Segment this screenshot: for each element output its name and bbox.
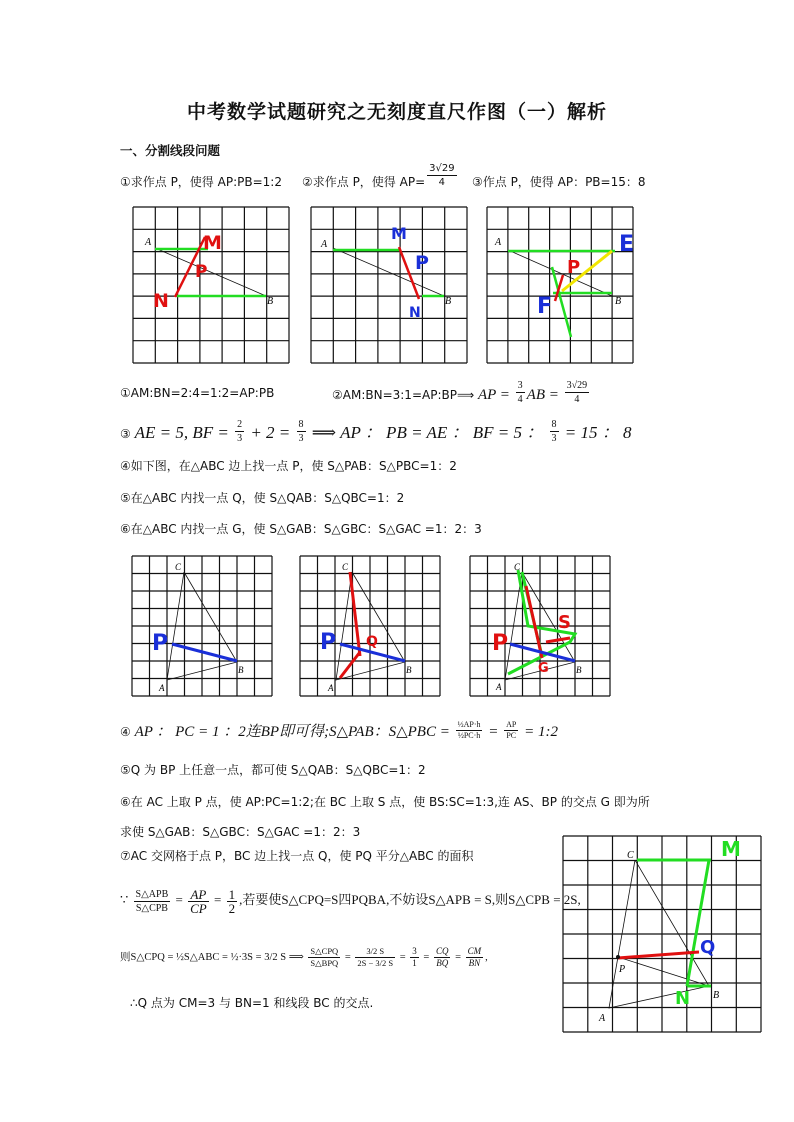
grid-figure-5 [300,556,440,696]
question-7: ⑦AC 交网格于点 P，BC 边上找一点 Q，使 PQ 平分△ABC 的面积 [120,849,474,863]
label-a: A [496,682,502,692]
a4-f2-num: AP [506,720,517,729]
question-2 [302,163,459,190]
label-q: Q [700,937,716,958]
a7-1-f2-num: AP [188,888,209,902]
label-b: B [238,665,244,675]
a4-text: AP ： PC = 1 ：2连BP即可得; [134,724,330,740]
answer-7-line-1: ∵ $\frac{\text{S△APB}}{\text{S△CPB}}$ = $\frac{AP}{CP}$ = $\frac{1}{2}$ ,若要使S△CPQ=S四PQBA,不妨设S△APB = S,则S△CPB = 2S, [120,886,581,916]
answer-6-line-1: ⑥在 AC 上取 P 点，使 AP:PC=1:2;在 BC 上取 S 点，使 BS:SC=1:3,连 AS、BP 的交点 G 即为所 [120,795,650,809]
a7-1-f1-den: S△CPB [135,902,168,914]
label-b: B [615,296,622,307]
red-line-gs [546,638,570,642]
sol3-tail2: = 15 ： 8 [560,423,632,442]
grid-figure-3 [487,207,633,363]
sol3-f1-num: 2 [237,419,243,430]
sol3-f3-den: 3 [551,433,557,444]
a7-2-f5-num: CM [467,946,482,957]
a4-eq: = [484,724,503,740]
label-c: C [175,562,182,572]
a4-label: ④ [120,725,131,739]
solution-2-text: ②AM:BN=3:1=AP:BP⟹ [332,388,475,402]
label-a: A [599,1013,606,1024]
label-p: P [492,631,509,656]
label-p: P [619,964,626,975]
question-3: ③作点 P，使得 AP：PB=15：8 [472,175,646,189]
grid-figure-1 [133,207,289,363]
label-p: P [320,630,337,655]
label-m: M [391,224,407,243]
answer-6-line-2: 求使 S△GAB：S△GBC：S△GAC =1：2：3 [120,825,361,839]
answer-5: ⑤Q 为 BP 上任意一点，都可使 S△QAB：S△QBC=1：2 [120,763,426,777]
grid-figure-7 [563,836,761,1032]
label-m: M [203,232,222,254]
a7-2-f1-num: S△CPQ [310,946,339,957]
label-e: E [619,232,635,257]
label-c: C [627,850,634,861]
q2-frac-num: 3√29 [429,163,455,174]
a7-2-pre: 则S△CPQ = ½S△ABC = ½·3S = 3/2 S ⟹ [120,952,304,963]
label-p: P [152,631,169,656]
grid-lines [311,207,467,363]
a7-1-pre: ∵ [120,892,129,907]
a7-2-f2-den: 2S − 3/2 S [357,958,394,969]
label-f: F [537,294,553,319]
grid-figure-4 [132,556,272,696]
blue-line-bp [172,644,237,661]
a4-f1-num: ½AP·h [457,720,481,729]
answer-7-line-2: 则S△CPQ = ½S△ABC = ½·3S = 3/2 S ⟹ $\frac{\text{S△CPQ}}{\text{S△BPQ}}$ = $\frac{3/2 S}{2S - 3/2 S}$ = $\frac{3}{1}$ = $\frac{CQ}{BQ}$ = $\frac{CM}{BN}$ , [120,946,488,969]
label-a: A [495,237,502,248]
sol3-mid: + 2 = [246,423,295,442]
sol2-mid: AB = [526,387,563,403]
label-q: Q [366,634,378,650]
question-2-text: ②求作点 P，使得 AP= [302,175,426,189]
label-a: A [159,683,165,693]
answer-7-conclusion: ∴Q 点为 CM=3 与 BN=1 和线段 BC 的交点. [130,996,374,1010]
grid-lines [132,556,272,696]
sol2-f1-num: 3 [517,380,523,391]
label-a: A [145,237,152,248]
question-1: ①求作点 P，使得 AP:PB=1:2 [120,175,282,189]
label-b: B [267,296,274,307]
a7-2-f5-den: BN [468,958,481,969]
segment-pb [618,957,709,986]
a7-2-f4-num: CQ [435,946,449,957]
blue-line-bp [510,644,575,661]
red-line-aq [340,652,360,678]
a4-tail: = 1:2 [520,724,558,740]
label-a: A [321,239,328,250]
sol3-label: ③ [120,427,131,441]
label-p: P [567,257,581,278]
sol3-f1-den: 3 [237,433,243,444]
segment-ab [155,248,266,296]
a7-2-f3-num: 3 [412,946,417,957]
label-b: B [445,296,452,307]
page-title: 中考数学试题研究之无刻度直尺作图（一）解析 [186,101,607,123]
grid-lines [300,556,440,696]
label-p: P [195,262,208,282]
a7-1-f1-num: S△APB [135,888,169,900]
sol2-f2-den: 4 [574,394,580,405]
label-b: B [576,665,582,675]
sol3-tail: ⟹ AP ： PB = AE ： BF = 5 ： [307,423,548,442]
question-4: ④如下图，在△ABC 边上找一点 P，使 S△PAB：S△PBC=1：2 [120,459,457,473]
section-heading: 一、分割线段问题 [120,143,221,158]
a4-f2-den: PC [506,731,517,740]
segment-ab [508,250,612,296]
sol3-f3-num: 8 [551,419,557,430]
answer-4 [120,720,558,741]
grid-lines [133,207,289,363]
sol2-f2-num: 3√29 [566,380,588,391]
a7-1-f3-num: 1 [228,886,236,902]
a7-2-f3-den: 1 [412,958,417,969]
a4-f1-den: ½PC·h [457,731,481,740]
label-p: P [415,252,429,274]
grid-lines [563,836,761,1032]
solution-2 [332,380,591,406]
grid-figure-2 [311,207,467,363]
q2-frac-den: 4 [438,177,446,188]
label-n: N [675,988,691,1009]
a7-1-f3-den: 2 [228,900,236,916]
label-a: A [328,683,334,693]
sol3-f2-den: 3 [298,433,304,444]
solution-1: ①AM:BN=2:4=1:2=AP:PB [120,386,275,400]
a7-2-f1-den: S△BPQ [310,958,339,969]
question-6: ⑥在△ABC 内找一点 G，使 S△GAB：S△GBC：S△GAC =1：2：3 [120,522,482,536]
label-b: B [713,990,720,1001]
label-b: B [406,665,412,675]
sol2-eq: AP = [477,387,514,403]
label-s: S [558,612,571,633]
a7-1-f2-den: CP [190,900,207,916]
a7-1-text: ,若要使S△CPQ=S四PQBA,不妨设S△APB = S,则S△CPB = 2S, [239,892,581,907]
sol3-f2-num: 8 [298,419,304,430]
point-p [616,955,620,959]
label-n: N [409,305,421,321]
grid-figure-6 [470,556,610,696]
label-c: C [342,562,349,572]
sol3-text: AE = 5, BF = [134,423,234,442]
label-n: N [153,290,169,312]
a7-2-f2-num: 3/2 S [355,946,395,958]
question-5: ⑤在△ABC 内找一点 Q，使 S△QAB：S△QBC=1：2 [120,491,405,505]
sol2-f1-den: 4 [517,394,523,405]
label-m: M [721,837,741,861]
label-g: G [538,661,549,676]
a4-s: S△PAB：S△PBC = [329,724,454,740]
a7-2-f4-den: BQ [436,958,449,969]
label-c: C [514,562,521,572]
solution-3 [120,419,632,445]
